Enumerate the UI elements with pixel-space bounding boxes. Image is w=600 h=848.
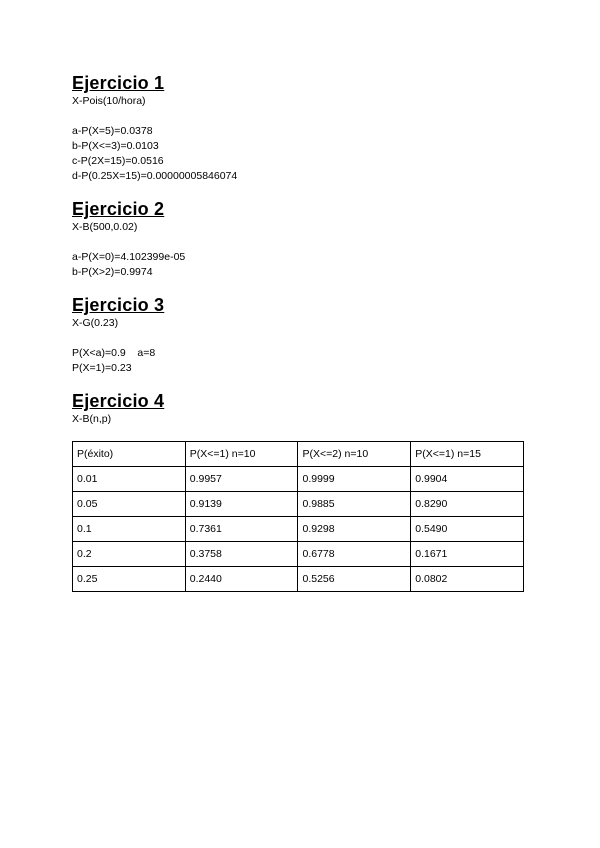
table-cell: 0.01	[73, 467, 186, 492]
answer-line: c-P(2X=15)=0.0516	[72, 155, 164, 167]
table-cell: 0.3758	[185, 542, 298, 567]
table-cell: 0.1	[73, 517, 186, 542]
answer-line: b-P(X<=3)=0.0103	[72, 140, 159, 152]
document-page	[72, 72, 532, 606]
table-header-cell: P(éxito)	[73, 442, 186, 467]
table-cell: 0.5256	[298, 567, 411, 592]
answer-line: b-P(X>2)=0.9974	[72, 266, 153, 278]
table-row	[73, 542, 524, 567]
table-cell: 0.9999	[298, 467, 411, 492]
table-cell: 0.6778	[298, 542, 411, 567]
table-cell: 0.2	[73, 542, 186, 567]
table-cell: 0.9885	[298, 492, 411, 517]
distribution-line: X-B(500,0.02)	[72, 221, 138, 233]
table-cell: 0.7361	[185, 517, 298, 542]
heading-ejercicio-4: Ejercicio 4	[72, 391, 165, 411]
table-cell: 0.05	[73, 492, 186, 517]
distribution-line: X-Pois(10/hora)	[72, 95, 146, 107]
table-header-row	[73, 442, 524, 467]
table-cell: 0.9139	[185, 492, 298, 517]
table-row	[73, 467, 524, 492]
table-header-cell: P(X<=1) n=10	[185, 442, 298, 467]
table-cell: 0.0802	[411, 567, 524, 592]
table-cell: 0.9904	[411, 467, 524, 492]
section-ejercicio-3	[72, 294, 532, 376]
table-header-cell: P(X<=2) n=10	[298, 442, 411, 467]
section-ejercicio-4	[72, 390, 532, 592]
section-ejercicio-1	[72, 72, 532, 184]
table-cell: 0.5490	[411, 517, 524, 542]
heading-ejercicio-3: Ejercicio 3	[72, 295, 165, 315]
table-row	[73, 567, 524, 592]
probability-table	[72, 441, 524, 592]
table-cell: 0.2440	[185, 567, 298, 592]
table-cell: 0.9298	[298, 517, 411, 542]
distribution-line: X-G(0.23)	[72, 317, 119, 329]
table-header-cell: P(X<=1) n=15	[411, 442, 524, 467]
heading-ejercicio-2: Ejercicio 2	[72, 199, 165, 219]
section-ejercicio-2	[72, 198, 532, 280]
answer-line: d-P(0.25X=15)=0.00000005846074	[72, 170, 238, 182]
table-row	[73, 517, 524, 542]
heading-ejercicio-1: Ejercicio 1	[72, 73, 165, 93]
table-cell: 0.1671	[411, 542, 524, 567]
table-cell: 0.9957	[185, 467, 298, 492]
table-cell: 0.25	[73, 567, 186, 592]
table-cell: 0.8290	[411, 492, 524, 517]
table-row	[73, 492, 524, 517]
distribution-line: X-B(n,p)	[72, 413, 112, 425]
answer-line: a-P(X=0)=4.102399e-05	[72, 251, 186, 263]
answer-line: P(X=1)=0.23	[72, 362, 132, 374]
answer-line: P(X<a)=0.9 a=8	[72, 347, 156, 359]
answer-line: a-P(X=5)=0.0378	[72, 125, 153, 137]
